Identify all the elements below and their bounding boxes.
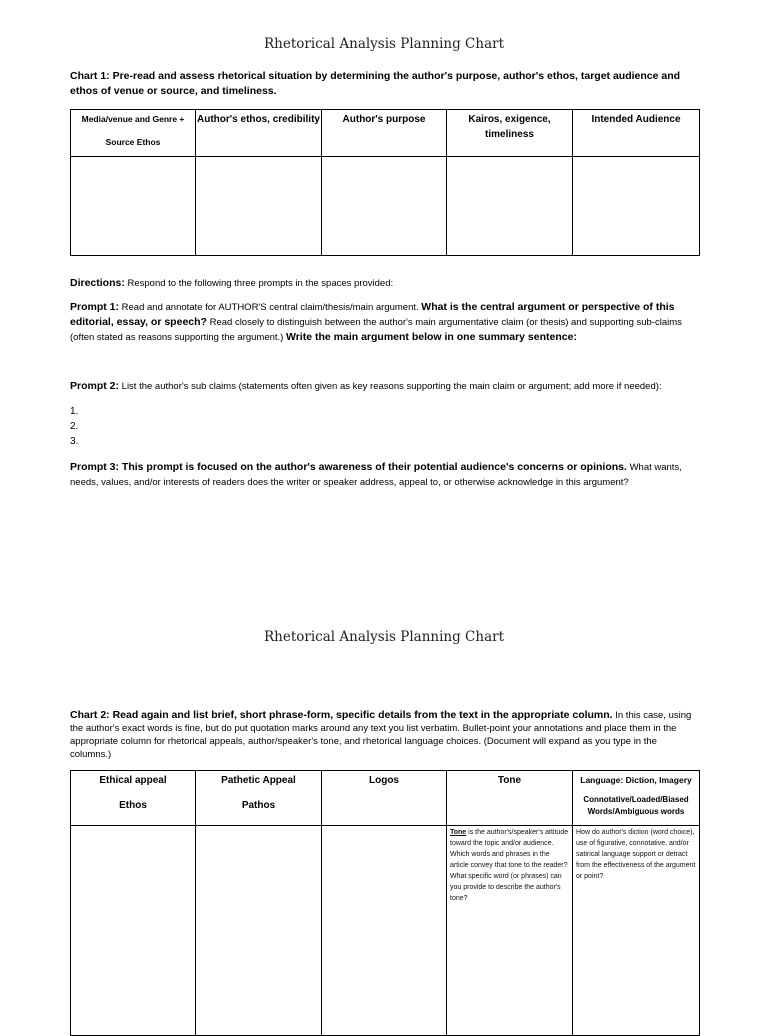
chart1-cell-intended-audience[interactable] bbox=[573, 157, 700, 256]
tone-note: Tone is the author's/speaker's attitude toward the topic and/or audience. Which words and phrases in the article convey that tone to the reader? What specific word (or phrases) can you provide to describe the author's tone? bbox=[450, 829, 569, 902]
prompt-3: Prompt 3: This prompt is focused on the author's awareness of their potential audience's concerns or opinions. What wants, needs, values, and/or interests of readers does the writer or speaker address, appeal to, or otherwise acknowledge in this argument? bbox=[70, 461, 682, 488]
language-note: How do author's diction (word choice), use of figurative, connotative, and/or satirical language support or detract from the effectiveness of the argument or point? bbox=[576, 829, 696, 880]
chart1-header-author-ethos: Author's ethos, credibility bbox=[196, 110, 322, 157]
chart2-intro: Chart 2: Read again and list brief, short phrase-form, specific details from the text in the appropriate column. In this case, using the author's exact words is fine, but do put quotation marks around any text you list verbatim. Bullet-point your annotations and place them in the appropriate column for rhetorical appeals, author/speaker's tone, and rhetorical language choices. (Document will expand as you type in the columns.) bbox=[70, 709, 692, 760]
chart1-header-kairos: Kairos, exigence, timeliness bbox=[447, 110, 573, 157]
prompt-1: Prompt 1: Read and annotate for AUTHOR'S central claim/thesis/main argument. What is the central argument or perspective of this editorial, essay, or speech? Read closely to distinguish between the author's main argumentative claim (or thesis) and supporting sub-claims (often stated as reasons supporting the argument.) Write the main argument below in one summary sentence: bbox=[70, 301, 682, 343]
prompt-2: Prompt 2: List the author's sub claims (statements often given as key reasons supporting the main claim or argument; add more if needed): bbox=[70, 380, 662, 392]
chart2-header-ethos: Ethical appeal Ethos bbox=[71, 771, 196, 826]
chart2-table bbox=[70, 770, 700, 1036]
chart2-header-language: Language: Diction, Imagery Connotative/Loaded/Biased Words/Ambiguous words bbox=[573, 771, 700, 826]
chart2-header-logos: Logos bbox=[322, 771, 447, 826]
chart2-cell-ethos[interactable] bbox=[71, 826, 196, 1036]
sub-claims-list bbox=[70, 404, 700, 449]
chart1-cell-author-purpose[interactable] bbox=[322, 157, 447, 256]
chart1-header-author-purpose: Author's purpose bbox=[322, 110, 447, 157]
chart2-header-tone: Tone bbox=[447, 771, 573, 826]
chart2-cell-tone[interactable] bbox=[447, 826, 573, 1036]
chart1-cell-media-venue[interactable] bbox=[71, 157, 196, 256]
chart1-cell-author-ethos[interactable] bbox=[196, 157, 322, 256]
list-item: 3. bbox=[70, 436, 79, 447]
chart1-intro: Chart 1: Pre-read and assess rhetorical situation by determining the author's purpose, author's ethos, target audience and ethos of venue or source, and timeliness. bbox=[70, 70, 681, 97]
chart2-cell-logos[interactable] bbox=[322, 826, 447, 1036]
chart2-cell-pathos[interactable] bbox=[196, 826, 322, 1036]
chart1-table bbox=[70, 109, 700, 256]
list-item: 1. bbox=[70, 406, 79, 417]
directions: Directions: Respond to the following three prompts in the spaces provided: bbox=[70, 277, 394, 289]
page-title: Rhetorical Analysis Planning Chart bbox=[263, 36, 505, 52]
page-title-2: Rhetorical Analysis Planning Chart bbox=[263, 629, 505, 645]
list-item: 2. bbox=[70, 421, 79, 432]
chart1-header-media-venue: Media/venue and Genre + Source Ethos bbox=[71, 110, 196, 157]
chart1-cell-kairos[interactable] bbox=[447, 157, 573, 256]
chart1-header-intended-audience: Intended Audience bbox=[573, 110, 700, 157]
chart2-cell-language[interactable] bbox=[573, 826, 700, 1036]
chart2-header-pathos: Pathetic Appeal Pathos bbox=[196, 771, 322, 826]
